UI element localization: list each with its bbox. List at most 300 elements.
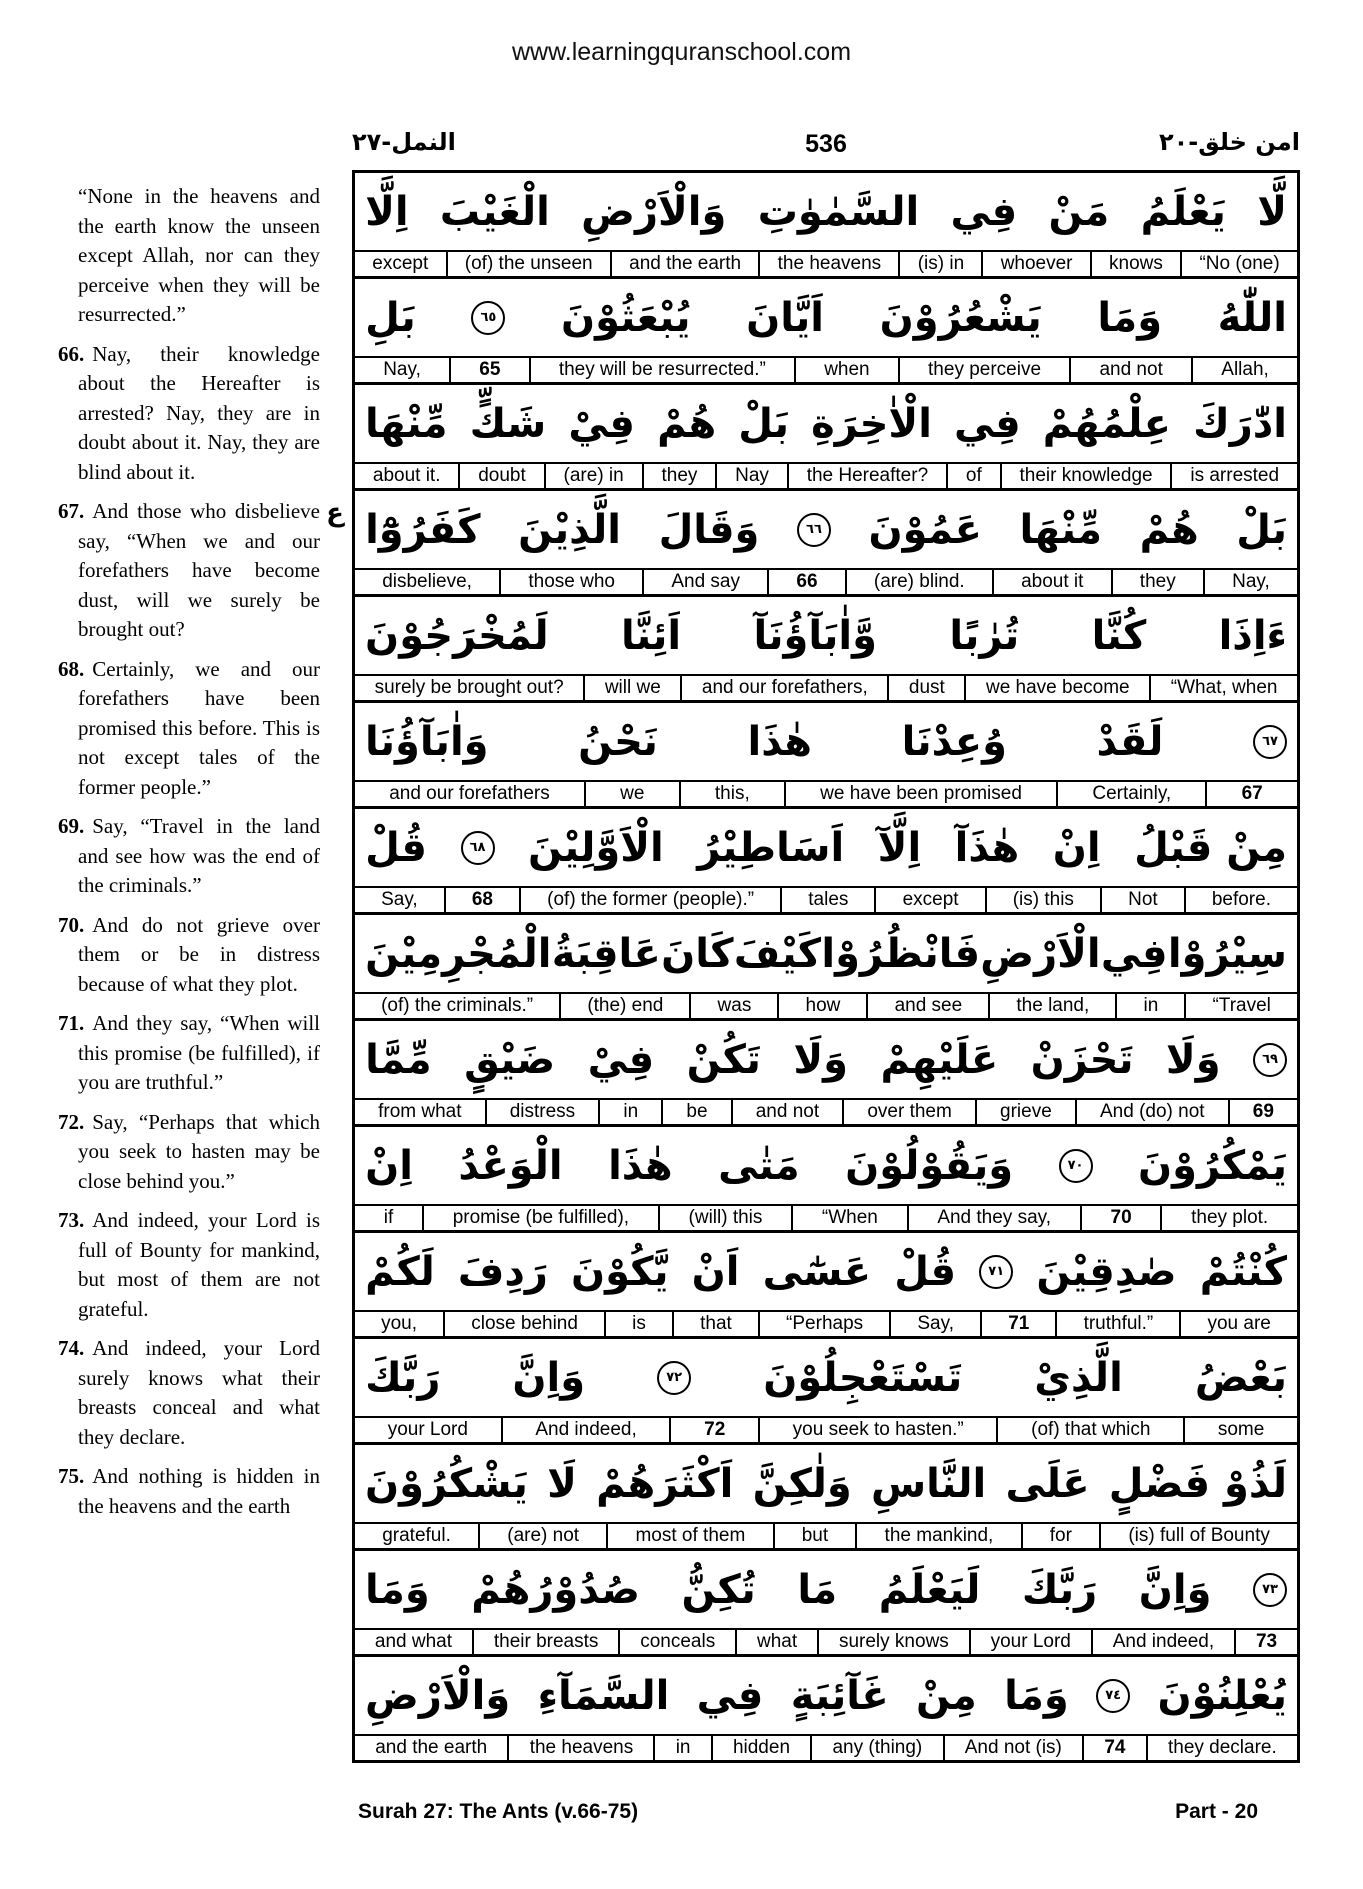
word-translation: (of) the former (people).” — [521, 888, 782, 912]
arabic-word: فَانْظُرُوْا — [821, 930, 981, 977]
arabic-word: بَعْضُ — [1194, 1354, 1287, 1401]
verse-text: And they say, “When will this promise (be fulfilled), if you are truthful.” — [78, 1011, 320, 1094]
word-translation: “No (one) — [1199, 253, 1280, 274]
word-translation: (of) the unseen — [448, 252, 612, 276]
ayah-end-marker-icon: ٧٣ — [1253, 1573, 1287, 1607]
word-translation: And not (is) — [945, 1736, 1085, 1760]
word-translation: Allah, — [1221, 359, 1269, 380]
arabic-word: ادّٰرَكَ — [1193, 400, 1287, 447]
arabic-word: هٰذَا — [747, 718, 813, 765]
word-translation: And indeed, — [503, 1418, 672, 1442]
word-translation: conceals — [620, 1630, 737, 1654]
word-translation: “Perhaps — [760, 1312, 891, 1336]
word-translation: disbelieve, — [355, 570, 501, 594]
word-translation: (are) in — [546, 464, 644, 488]
english-row — [355, 1100, 1297, 1124]
arabic-word: كُنَّا — [1091, 612, 1147, 659]
word-translation: knows — [1092, 252, 1182, 276]
word-translation: the mankind, — [857, 1524, 1022, 1548]
word-translation: some — [1217, 1419, 1265, 1440]
arabic-word: يَمْكُرُوْنَ — [1138, 1142, 1287, 1189]
word-translation: of — [948, 464, 1002, 488]
arabic-word: رَبَّكَ — [1021, 1566, 1098, 1613]
arabic-word: لَكُمْ — [365, 1248, 435, 1295]
verse-number: 71. — [58, 1011, 85, 1035]
arabic-word: ءَاِذَا — [1218, 612, 1287, 659]
arabic-row — [355, 279, 1297, 358]
arabic-word: الْمُجْرِمِيْنَ — [365, 930, 552, 977]
english-row — [355, 1736, 1297, 1760]
word-translation: you are — [1207, 1313, 1271, 1334]
verse-text: And nothing is hidden in the heavens and the earth — [78, 1464, 320, 1518]
verse-number: 72. — [58, 1109, 85, 1134]
word-translation: about it — [994, 570, 1113, 594]
arabic-word: رَدِفَ — [457, 1248, 548, 1295]
arabic-word: فِي — [1100, 930, 1168, 977]
word-translation: hidden — [713, 1736, 813, 1760]
arabic-word: صٰدِقِيْنَ — [1036, 1248, 1177, 1295]
translation-paragraph — [58, 1108, 320, 1197]
english-row — [355, 1206, 1297, 1230]
word-translation: the land, — [990, 994, 1117, 1018]
arabic-row — [355, 1021, 1297, 1100]
arabic-word: مِنْ — [916, 1672, 977, 1719]
word-translation: but — [775, 1524, 858, 1548]
verse-number: 69. — [58, 814, 85, 838]
word-translation: if — [355, 1206, 424, 1230]
word-translation: be — [663, 1100, 732, 1124]
arabic-word: وَمَا — [1097, 294, 1163, 341]
word-translation: and the earth — [612, 252, 761, 276]
arabic-word: يُعْلِنُوْنَ — [1157, 1672, 1287, 1719]
arabic-word: اَيَّانَ — [746, 294, 824, 341]
arabic-word: السَّمَآءِ — [537, 1672, 670, 1719]
page-number: 536 — [805, 130, 847, 158]
arabic-word: وَالْاَرْضِ — [365, 1672, 511, 1719]
verse-block — [355, 491, 1297, 597]
english-row — [355, 994, 1297, 1018]
arabic-row — [355, 915, 1297, 994]
arabic-word: كَانَ — [661, 930, 734, 977]
arabic-word: هٰذَا — [608, 1142, 673, 1189]
arabic-word: كَفَرُوْٓا — [365, 506, 481, 553]
ruku-marker-icon: ع — [326, 498, 344, 528]
arabic-word: هُمْ — [657, 400, 717, 447]
arabic-word: وَلٰكِنَّ — [752, 1460, 852, 1507]
word-translation: you seek to hasten.” — [760, 1418, 998, 1442]
arabic-word: وَيَقُوْلُوْنَ — [845, 1142, 1014, 1189]
word-translation: they will be resurrected.” — [531, 358, 796, 382]
word-translation: and the earth — [355, 1736, 509, 1760]
word-translation: doubt — [460, 464, 545, 488]
word-translation: “What, when — [1170, 677, 1278, 698]
ayah-end-marker-icon: ٦٧ — [1253, 725, 1287, 759]
word-translation: the heavens — [760, 252, 900, 276]
arabic-word: يَّكُوْنَ — [571, 1248, 669, 1295]
word-translation: the Hereafter? — [789, 464, 948, 488]
site-url[interactable]: www.learningquranschool.com — [511, 38, 852, 66]
arabic-word: وَلَا — [1165, 1036, 1221, 1083]
translation-paragraph — [58, 911, 320, 1000]
english-row — [355, 464, 1297, 488]
arabic-word: وَلَا — [793, 1036, 849, 1083]
word-translation: that — [674, 1312, 760, 1336]
arabic-word: هٰذَآ — [954, 824, 1020, 871]
verse-number-cell: 73 — [1255, 1631, 1278, 1652]
verse-number-cell: 74 — [1084, 1736, 1148, 1760]
arabic-word: فِي — [950, 188, 1018, 235]
word-translation: we — [586, 782, 681, 806]
arabic-row — [355, 1233, 1297, 1312]
ayah-end-marker-icon: ٦٨ — [461, 831, 495, 865]
arabic-word: اَسَاطِيْرُ — [697, 824, 845, 871]
word-translation: and not — [733, 1100, 845, 1124]
verse-number: 70. — [58, 912, 85, 937]
english-row — [355, 570, 1297, 594]
arabic-word: رَبَّكَ — [365, 1354, 441, 1401]
word-translation: they plot. — [1191, 1207, 1269, 1228]
word-translation: truthful.” — [1057, 1312, 1181, 1336]
arabic-word: وُعِدْنَا — [901, 718, 1007, 765]
arabic-word: لَقَدْ — [1096, 718, 1164, 765]
arabic-row — [355, 173, 1297, 252]
arabic-word: تَكُنْ — [686, 1036, 761, 1083]
verse-text: And do not grieve over them or be in distress because of what they plot. — [78, 912, 320, 996]
english-row — [355, 1418, 1297, 1442]
verse-number: 73. — [58, 1208, 85, 1232]
word-translation: “Travel — [1212, 995, 1271, 1016]
arabic-word: وَّاٰبَآؤُنَآ — [753, 612, 877, 659]
arabic-word: قُلْ — [365, 824, 427, 871]
arabic-word: سِيْرُوْا — [1167, 930, 1287, 977]
english-row — [355, 1630, 1297, 1654]
verse-block — [355, 1127, 1297, 1233]
arabic-word: اِلَّآ — [877, 824, 922, 871]
arabic-row — [355, 1339, 1297, 1418]
verse-block — [355, 279, 1297, 385]
arabic-word: تُرٰبًا — [949, 612, 1020, 659]
word-translation: is — [606, 1312, 674, 1336]
arabic-word: بَلْ — [738, 400, 789, 447]
arabic-word: مِّنْهَا — [1019, 506, 1102, 553]
word-translation: Nay, — [1232, 571, 1270, 592]
word-translation: (will) this — [660, 1206, 793, 1230]
word-translation: And indeed, — [1093, 1630, 1236, 1654]
verse-number-cell: 69 — [1252, 1101, 1274, 1122]
arabic-word: تَسْتَعْجِلُوْنَ — [763, 1354, 963, 1401]
arabic-word: لَيَعْلَمُ — [878, 1566, 981, 1613]
arabic-row — [355, 1657, 1297, 1736]
word-translation: the heavens — [509, 1736, 655, 1760]
arabic-word: لَذُوْ فَضْلٍ — [1108, 1460, 1287, 1507]
ayah-end-marker-icon: ٧٢ — [657, 1361, 691, 1395]
word-translation: what — [737, 1630, 819, 1654]
arabic-word: اِنْ — [1052, 824, 1101, 871]
word-translation: is arrested — [1190, 465, 1280, 486]
translation-paragraph — [58, 1462, 320, 1521]
arabic-word: فِي — [696, 1672, 764, 1719]
word-translation: distress — [487, 1100, 601, 1124]
ayah-end-marker-icon: ٧٠ — [1059, 1149, 1093, 1183]
word-translation: when — [796, 358, 900, 382]
word-translation: in — [600, 1100, 663, 1124]
arabic-word: وَقَالَ — [658, 506, 760, 553]
verse-text: And those who disbelieve say, “When we and our forefathers have become dust, will we surely be brought out? — [78, 499, 320, 641]
verse-block — [355, 1233, 1297, 1339]
verse-text: Certainly, we and our forefathers have been promised this before. This is not except tales of the former people.” — [78, 656, 320, 799]
word-translation: how — [779, 994, 868, 1018]
word-translation: your Lord — [355, 1418, 503, 1442]
word-translation: they perceive — [900, 358, 1071, 382]
arabic-word: كُنْتُمْ — [1199, 1248, 1287, 1295]
translation-paragraph — [58, 1334, 320, 1452]
verse-text: Say, “Perhaps that which you seek to hasten may be close behind you.” — [78, 1109, 320, 1193]
arabic-word: يَشْعُرُوْنَ — [879, 294, 1042, 341]
arabic-word: بَلْ — [1236, 506, 1287, 553]
word-translation: they — [644, 464, 718, 488]
word-translation: and see — [868, 994, 990, 1018]
arabic-word: عَاقِبَةُ — [551, 930, 661, 977]
word-translation: surely knows — [819, 1630, 971, 1654]
verse-block — [355, 1339, 1297, 1445]
verse-number-cell: 65 — [451, 358, 531, 382]
arabic-word: نَحْنُ — [578, 718, 658, 765]
word-translation: those who — [501, 570, 644, 594]
arabic-word: بَلِ — [365, 294, 416, 341]
arabic-word: تَحْزَنْ — [1030, 1036, 1134, 1083]
word-translation: dust — [889, 676, 966, 700]
english-row — [355, 676, 1297, 700]
word-translation: “When — [793, 1206, 908, 1230]
arabic-word: وَمَا — [365, 1566, 430, 1613]
word-translation: we have been promised — [786, 782, 1058, 806]
arabic-word: كَيْفَ — [733, 930, 822, 977]
arabic-word: اللّٰهُ — [1217, 294, 1287, 341]
word-translation: you, — [355, 1312, 445, 1336]
word-translation: and our forefathers — [355, 782, 586, 806]
arabic-row — [355, 1127, 1297, 1206]
verse-block — [355, 173, 1297, 279]
verse-number: 67. — [58, 499, 85, 523]
arabic-row — [355, 1551, 1297, 1630]
arabic-word: النَّاسِ — [870, 1460, 987, 1507]
arabic-word: قُلْ — [894, 1248, 957, 1295]
word-translation: Say, — [891, 1312, 982, 1336]
word-translation: in — [1117, 994, 1186, 1018]
translation-paragraph — [58, 340, 320, 488]
word-translation: close behind — [445, 1312, 606, 1336]
arabic-row — [355, 1445, 1297, 1524]
verse-number-cell: 70 — [1082, 1206, 1163, 1230]
word-translation: (of) that which — [998, 1418, 1185, 1442]
verse-number-cell: 67 — [1241, 783, 1263, 804]
verse-number: 75. — [58, 1464, 85, 1488]
translation-paragraph — [58, 1009, 320, 1098]
word-translation: and our forefathers, — [682, 676, 889, 700]
arabic-word: مِنْ قَبْلُ — [1134, 824, 1287, 871]
arabic-word: شَكٍّ — [469, 400, 547, 447]
arabic-word: يَشْكُرُوْنَ — [365, 1460, 528, 1507]
arabic-word: لَّا — [1257, 188, 1287, 235]
word-translation: except — [355, 252, 448, 276]
arabic-word: هُمْ — [1139, 506, 1199, 553]
verse-number-cell: 66 — [769, 570, 847, 594]
arabic-word: الَّذِيْنَ — [518, 506, 622, 553]
ayah-end-marker-icon: ٧١ — [979, 1255, 1013, 1289]
arabic-word: مَتٰى — [718, 1142, 800, 1189]
word-translation: grateful. — [355, 1524, 480, 1548]
arabic-word: عَمُوْنَ — [868, 506, 982, 553]
arabic-word: عَلَيْهِمْ — [880, 1036, 999, 1083]
word-translation: (is) in — [900, 252, 983, 276]
arabic-word: غَآئِبَةٍ — [790, 1672, 889, 1719]
verse-block — [355, 1021, 1297, 1127]
arabic-word: مِّنْهَا — [365, 400, 448, 447]
translation-paragraph — [58, 655, 320, 803]
verse-block — [355, 703, 1297, 809]
verse-text: And indeed, your Lord is full of Bounty for mankind, but most of them are not grateful. — [78, 1208, 320, 1321]
arabic-word: لَا — [547, 1460, 577, 1507]
word-translation: whoever — [983, 252, 1091, 276]
word-translation: for — [1023, 1524, 1102, 1548]
arabic-word: فِي — [953, 400, 1021, 447]
translation-paragraph — [58, 812, 320, 901]
english-row — [355, 782, 1297, 806]
word-translation: (are) blind. — [847, 570, 994, 594]
arabic-word: الْاَرْضِ — [980, 930, 1101, 977]
arabic-word: عَلَى — [1005, 1460, 1090, 1507]
verse-block — [355, 809, 1297, 915]
word-translation: and not — [1071, 358, 1193, 382]
arabic-word: اَنْ — [691, 1248, 740, 1295]
english-row — [355, 1312, 1297, 1336]
verse-text: “None in the heavens and the earth know the unseen except Allah, nor can they perceive when they will be resurrected.” — [78, 184, 320, 326]
verse-number: 66. — [58, 341, 85, 366]
arabic-word: وَاٰبَآؤُنَا — [365, 718, 489, 765]
arabic-word: اَئِنَّا — [621, 612, 682, 659]
word-translation: Nay — [717, 464, 789, 488]
arabic-word: يُبْعَثُوْنَ — [561, 294, 691, 341]
arabic-row — [355, 491, 1297, 570]
word-translation: will we — [585, 676, 682, 700]
arabic-word: عِلْمُهُمْ — [1042, 400, 1171, 447]
arabic-word: الْوَعْدُ — [458, 1142, 563, 1189]
translation-paragraph — [58, 182, 320, 330]
word-translation: this, — [681, 782, 786, 806]
word-translation: (is) this — [987, 888, 1102, 912]
word-translation: in — [655, 1736, 712, 1760]
verse-text: And indeed, your Lord surely knows what their breasts conceal and what they declare. — [78, 1336, 320, 1449]
word-translation: (is) full of Bounty — [1128, 1525, 1270, 1546]
verse-block — [355, 915, 1297, 1021]
surah-name-arabic: النمل-٢٧ — [352, 128, 456, 156]
arabic-word: مِّمَّا — [365, 1036, 432, 1083]
word-translation: tales — [782, 888, 876, 912]
translation-paragraph — [58, 1206, 320, 1324]
arabic-word: اَكْثَرَهُمْ — [596, 1460, 734, 1507]
arabic-word: فِيْ — [568, 400, 635, 447]
verse-number-cell: 68 — [446, 888, 521, 912]
word-translation: (the) end — [561, 994, 691, 1018]
word-by-word-table — [352, 170, 1300, 1763]
word-translation: about it. — [355, 464, 460, 488]
word-translation: before. — [1211, 889, 1271, 910]
word-translation: most of them — [608, 1524, 774, 1548]
ayah-end-marker-icon: ٧٤ — [1096, 1679, 1130, 1713]
arabic-word: ضَيْقٍ — [464, 1036, 556, 1083]
verse-block — [355, 1445, 1297, 1551]
verse-block — [355, 597, 1297, 703]
word-translation: And say — [644, 570, 769, 594]
arabic-word: فِيْ — [587, 1036, 655, 1083]
word-translation: surely be brought out? — [355, 676, 585, 700]
english-row — [355, 888, 1297, 912]
translation-column — [58, 182, 320, 1531]
verse-number-cell: 71 — [982, 1312, 1057, 1336]
word-translation: they — [1113, 570, 1205, 594]
surah-footer-label: Surah 27: The Ants (v.66-75) — [358, 1800, 639, 1823]
arabic-word: صُدُوْرُهُمْ — [471, 1566, 640, 1613]
arabic-word: الْاَوَّلِيْنَ — [528, 824, 664, 871]
verse-block — [355, 1551, 1297, 1657]
word-translation: any (thing) — [812, 1736, 944, 1760]
verse-number-cell: 72 — [671, 1418, 760, 1442]
arabic-word: وَاِنَّ — [1138, 1566, 1212, 1613]
page-footer — [358, 1800, 1258, 1830]
arabic-word: وَمَا — [1004, 1672, 1069, 1719]
word-translation: and what — [355, 1630, 474, 1654]
arabic-word: اِلَّا — [365, 188, 409, 235]
arabic-word: وَاِنَّ — [512, 1354, 586, 1401]
verse-text: Nay, their knowledge about the Hereafter is arrested? Nay, they are in doubt about it. Nay, they are blind about it. — [78, 341, 320, 484]
word-translation: Not — [1102, 888, 1186, 912]
part-footer-label: Part - 20 — [1175, 1800, 1258, 1823]
word-translation: And (do) not — [1077, 1100, 1230, 1124]
english-row — [355, 358, 1297, 382]
arabic-word: الْاٰخِرَةِ — [811, 400, 932, 447]
arabic-word: مَنْ — [1048, 188, 1110, 235]
word-translation: Nay, — [355, 358, 451, 382]
page-header — [352, 128, 1300, 164]
word-translation: their knowledge — [1002, 464, 1173, 488]
word-translation: Say, — [355, 888, 446, 912]
word-translation: your Lord — [971, 1630, 1093, 1654]
arabic-row — [355, 703, 1297, 782]
word-translation: over them — [844, 1100, 977, 1124]
word-translation: And they say, — [909, 1206, 1082, 1230]
arabic-word: السَّمٰوٰتِ — [757, 188, 920, 235]
verse-block — [355, 385, 1297, 491]
arabic-word: تُكِنُّ — [681, 1566, 756, 1613]
verse-text: Say, “Travel in the land and see how was the end of the criminals.” — [78, 814, 320, 897]
word-translation: Certainly, — [1058, 782, 1207, 806]
english-row — [355, 1524, 1297, 1548]
word-translation: (are) not — [480, 1524, 608, 1548]
ayah-end-marker-icon: ٦٩ — [1253, 1043, 1287, 1077]
ayah-end-marker-icon: ٦٥ — [471, 301, 505, 335]
word-translation: grieve — [977, 1100, 1077, 1124]
arabic-word: يَعْلَمُ — [1140, 188, 1226, 235]
verse-block — [355, 1657, 1297, 1760]
verse-number: 68. — [58, 656, 85, 681]
word-translation: we have become — [966, 676, 1151, 700]
word-translation: except — [876, 888, 986, 912]
arabic-word: اِنْ — [365, 1142, 413, 1189]
word-translation: they declare. — [1167, 1737, 1277, 1758]
verse-number: 74. — [58, 1336, 85, 1360]
word-translation: their breasts — [474, 1630, 620, 1654]
arabic-word: مَا — [797, 1566, 838, 1613]
